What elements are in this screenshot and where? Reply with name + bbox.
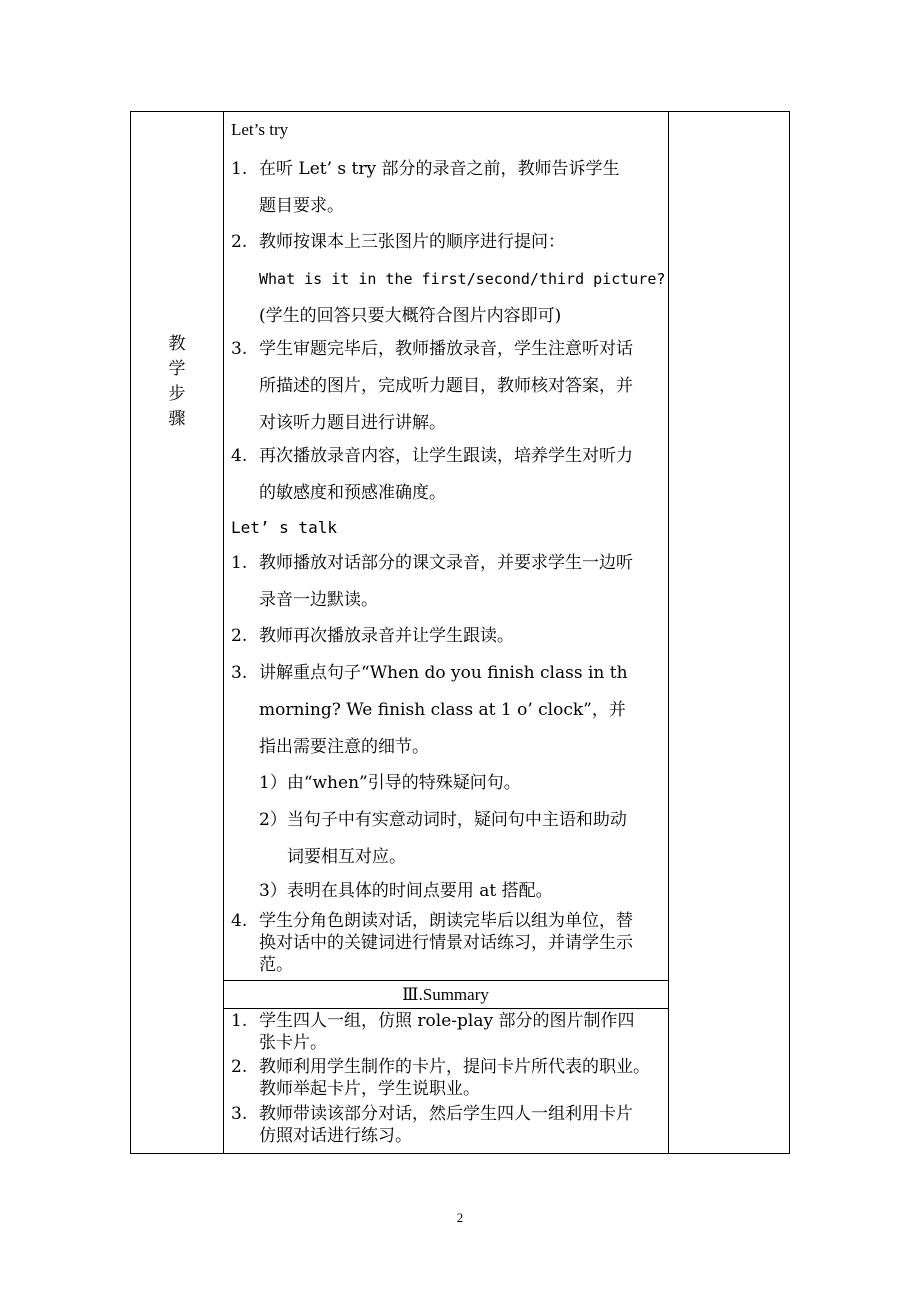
summary-item-3: 3. 教师带读该部分对话，然后学生四人一组利用卡片 仿照对话进行练习。 [231,1104,633,1146]
lets-talk-item-1: 1. 教师播放对话部分的课文录音，并要求学生一边听 录音一边默读。 [231,553,633,610]
summary-divider-bottom [223,1008,668,1009]
lets-try-item-3: 3. 学生审题完毕后，教师播放录音，学生注意听对话 所描述的图片，完成听力题目，教师核对答案，并 对该听力题目进行讲解。 [231,339,633,433]
summary-item-1: 1. 学生四人一组，仿照 role-play 部分的图片制作四 张卡片。 [231,1011,635,1053]
lets-talk-item-4: 4. 学生分角色朗读对话，朗读完毕后以组为单位，替 换对话中的关键词进行情景对话练习，并请学生示 范。 [231,911,633,975]
lets-talk-item-2: 2. 教师再次播放录音并让学生跟读。 [231,626,514,646]
lesson-table [130,111,790,1154]
column-divider-right [668,112,669,1153]
lets-talk-subpoint-3: 3）表明在具体的时间点要用 at 搭配。 [259,881,553,901]
lets-try-item-4: 4. 再次播放录音内容，让学生跟读，培养学生对听力 的敏感度和预感准确度。 [231,446,633,503]
lets-talk-item-3: 3. 讲解重点句子“When do you finish class in th morning? We finish class at 1 o’ clock”，并 指出需要注意的细节。 [231,663,628,757]
lets-talk-heading: Let’ s talk [231,518,337,537]
lets-talk-subpoint-2: 2）当句子中有实意动词时，疑问句中主语和助动 词要相互对应。 [259,810,627,867]
teaching-steps-label: 教 学 步 骤 [168,334,186,429]
summary-heading: Ⅲ.Summary [402,985,489,1004]
page-number: 2 [456,1210,464,1225]
lets-try-heading: Let’s try [231,120,289,139]
lets-talk-subpoint-1: 1）由“when”引导的特殊疑问句。 [259,773,521,793]
lets-try-item-2: 2. 教师按课本上三张图片的顺序进行提问： What is it in the first/second/third picture? (学生的回答只要大概符合图片内容即可) [231,232,666,326]
lets-try-item-1: 1. 在听 Let’ s try 部分的录音之前，教师告诉学生 题目要求。 [231,159,620,216]
summary-item-2: 2. 教师利用学生制作的卡片，提问卡片所代表的职业。 教师举起卡片，学生说职业。 [231,1057,650,1099]
